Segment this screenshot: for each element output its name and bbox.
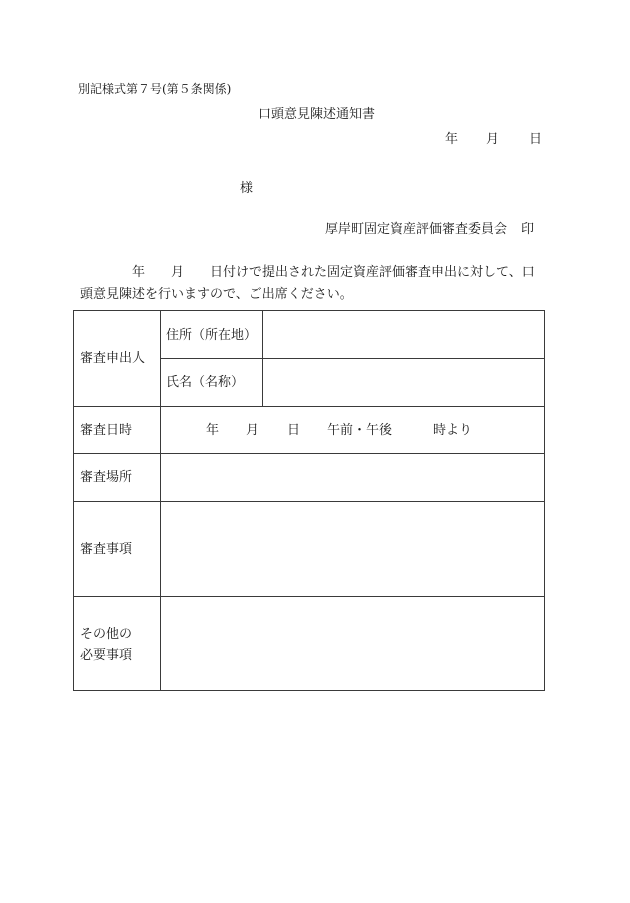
datetime-day: 日 — [287, 423, 301, 438]
divider-matter-other — [74, 596, 544, 597]
divider-address-name — [160, 358, 544, 359]
body-line-2: 頭意見陳述を行いますので、ご出席ください。 — [80, 287, 353, 302]
datetime-from: 時より — [433, 423, 473, 438]
divider-sublabel-column — [262, 311, 263, 406]
applicant-label: 審査申出人 — [80, 351, 146, 366]
datetime-month: 月 — [246, 423, 260, 438]
divider-datetime-place — [74, 453, 544, 454]
date-line — [445, 131, 542, 149]
addressee-suffix: 様 — [240, 181, 254, 196]
datetime-year: 年 — [206, 423, 220, 438]
matter-label: 審査事項 — [80, 542, 133, 557]
date-year: 年 — [445, 132, 459, 147]
form-number: 別記様式第７号(第５条関係) — [78, 82, 232, 96]
issuer-seal: 印 — [521, 222, 535, 237]
address-label: 住所（所在地） — [166, 328, 258, 343]
other-label-line-2: 必要事項 — [80, 648, 133, 663]
date-month: 月 — [486, 132, 500, 147]
divider-applicant-datetime — [74, 406, 544, 407]
other-label-line-1: その他の — [80, 627, 133, 642]
divider-place-matter — [74, 501, 544, 502]
issuer — [325, 221, 534, 239]
issuer-name: 厚岸町固定資産評価審査委員会 — [325, 222, 508, 237]
form-table — [73, 310, 545, 691]
name-label: 氏名（名称） — [166, 375, 245, 390]
document-title: 口頭意見陳述通知書 — [258, 107, 376, 122]
datetime-label: 審査日時 — [80, 423, 133, 438]
body-line-1: 年 月 日付けで提出された固定資産評価審査申出に対して、口 — [132, 265, 535, 280]
place-label: 審査場所 — [80, 470, 133, 485]
divider-label-column — [160, 311, 161, 690]
date-day: 日 — [529, 132, 543, 147]
datetime-ampm: 午前・午後 — [327, 423, 393, 438]
